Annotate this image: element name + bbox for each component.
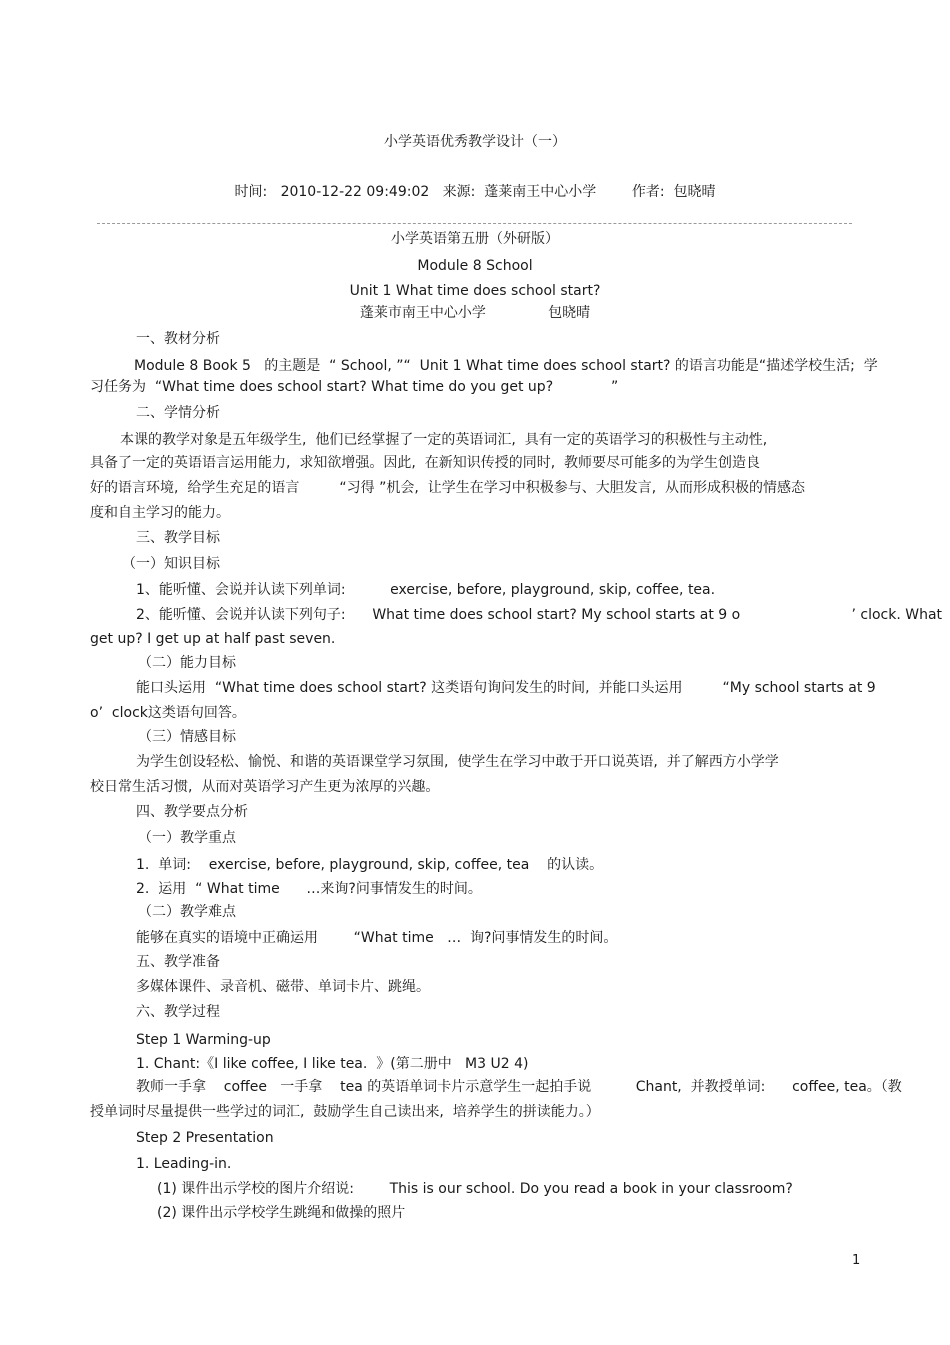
body-line: （一）知识目标 [122, 556, 220, 572]
body-line: （三）情感目标 [138, 729, 236, 745]
body-line: 授单词时尽量提供一些学过的词汇, 鼓励学生自己读出来, 培养学生的拼读能力。） [90, 1104, 600, 1120]
body-line: 能口头运用 “What time does school start? 这类语句询问发生的时间, 并能口头运用 “My school starts at 9 [136, 680, 876, 696]
body-line: 1. Chant:《I like coffee, I like tea. 》(第二册中 M3 U2 4) [136, 1056, 529, 1072]
body-line: 为学生创设轻松、愉悦、和谐的英语课堂学习氛围, 使学生在学习中敢于开口说英语, 并了解西方小学学 [136, 754, 779, 770]
body-line: 一、教材分析 [136, 331, 220, 347]
body-line: 六、教学过程 [136, 1004, 220, 1020]
subtitle-line: Module 8 School [417, 258, 533, 274]
meta-line: 时间: 2010-12-22 09:49:02 来源: 蓬莱南王中心小学 作者: 包晓晴 [234, 184, 716, 200]
body-line: 四、教学要点分析 [136, 804, 248, 820]
body-line: 1. Leading-in. [136, 1156, 232, 1172]
page-number: 1 [852, 1253, 861, 1268]
subtitle-line: 小学英语第五册（外研版） [391, 231, 559, 247]
body-line: 2、能听懂、会说并认读下列句子: What time does school start? My school starts at 9 o ’ clock. What [136, 607, 943, 623]
body-line: o’ clock这类语句回答。 [90, 705, 246, 721]
body-line: 2. 运用 “ What time …来询?问事情发生的时间。 [136, 881, 482, 897]
body-line: (2) 课件出示学校学生跳绳和做操的照片 [157, 1205, 406, 1221]
body-line: Step 1 Warming-up [136, 1032, 271, 1048]
body-line: 习任务为 “What time does school start? What time do you get up? ” [90, 379, 619, 395]
subtitle-line: 蓬莱市南王中心小学 包晓晴 [359, 305, 591, 321]
body-line: 多媒体课件、录音机、磁带、单词卡片、跳绳。 [136, 979, 430, 995]
body-line: 五、教学准备 [136, 954, 220, 970]
body-line: 二、学情分析 [136, 405, 220, 421]
body-line: 1、能听懂、会说并认读下列单词: exercise, before, playground, skip, coffee, tea. [136, 582, 716, 598]
subtitle-line: Unit 1 What time does school start? [349, 283, 601, 299]
body-line: 本课的教学对象是五年级学生, 他们已经掌握了一定的英语词汇, 具有一定的英语学习的积极性与主动性, [120, 432, 768, 448]
page-title: 小学英语优秀教学设计（一） [384, 134, 566, 150]
body-line: （二）教学难点 [138, 904, 236, 920]
body-line: （一）教学重点 [138, 830, 236, 846]
body-line: 校日常生活习惯, 从而对英语学习产生更为浓厚的兴趣。 [90, 779, 440, 795]
body-line: 1. 单词: exercise, before, playground, skip, coffee, tea 的认读。 [136, 857, 604, 873]
body-line: 具备了一定的英语语言运用能力, 求知欲增强。因此, 在新知识传授的同时, 教师要尽可能多的为学生创造良 [90, 455, 761, 471]
body-line: 能够在真实的语境中正确运用 “What time … 询?问事情发生的时间。 [136, 930, 618, 946]
body-line: Module 8 Book 5 的主题是 “ School, ”“ Unit 1 What time does school start? 的语言功能是“描述学校生活; 学 [134, 358, 878, 374]
body-line: （二）能力目标 [138, 655, 236, 671]
body-line: get up? I get up at half past seven. [90, 631, 336, 647]
body-line: 度和自主学习的能力。 [90, 505, 230, 521]
body-line: 教师一手拿 coffee 一手拿 tea 的英语单词卡片示意学生一起拍手说 Chant, 并教授单词: coffee, tea。（教 [136, 1079, 902, 1095]
body-line: Step 2 Presentation [136, 1130, 274, 1146]
body-line: (1) 课件出示学校的图片介绍说: This is our school. Do you read a book in your classroom? [157, 1181, 793, 1197]
body-line: 三、教学目标 [136, 530, 220, 546]
body-line: 好的语言环境, 给学生充足的语言 “习得 ”机会, 让学生在学习中积极参与、大胆发言, 从而形成积极的情感态 [90, 480, 806, 496]
divider [97, 223, 852, 224]
